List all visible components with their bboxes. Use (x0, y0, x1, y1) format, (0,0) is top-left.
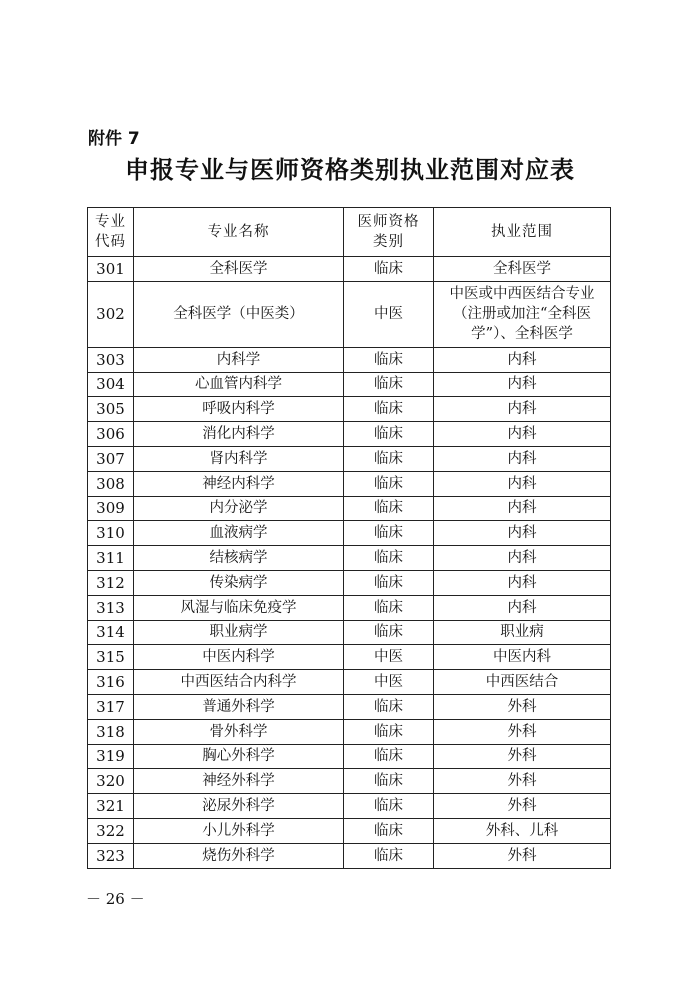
cell-name: 内分泌学 (134, 496, 344, 521)
cell-code: 311 (88, 546, 134, 571)
cell-qualification: 中医 (344, 645, 434, 670)
cell-code: 315 (88, 645, 134, 670)
table-row (88, 570, 611, 595)
cell-qualification: 临床 (344, 471, 434, 496)
cell-code: 322 (88, 818, 134, 843)
table-row (88, 818, 611, 843)
cell-name: 骨外科学 (134, 719, 344, 744)
table-row (88, 397, 611, 422)
table-row (88, 521, 611, 546)
header-name: 专业名称 (134, 208, 344, 257)
cell-scope: 内科 (434, 347, 611, 372)
cell-qualification: 临床 (344, 546, 434, 571)
page-number: － 26 － (86, 890, 145, 908)
table-row (88, 347, 611, 372)
cell-name: 小儿外科学 (134, 818, 344, 843)
cell-scope: 中医内科 (434, 645, 611, 670)
cell-qualification: 临床 (344, 397, 434, 422)
cell-name: 烧伤外科学 (134, 843, 344, 868)
cell-code: 304 (88, 372, 134, 397)
table-row (88, 843, 611, 868)
cell-scope-line: （注册或加注“全科医 (453, 306, 591, 323)
cell-scope (434, 281, 611, 347)
table-row (88, 694, 611, 719)
cell-scope: 内科 (434, 595, 611, 620)
table-row (88, 422, 611, 447)
cell-name: 普通外科学 (134, 694, 344, 719)
cell-name: 传染病学 (134, 570, 344, 595)
table-row (88, 372, 611, 397)
table-row (88, 794, 611, 819)
cell-scope: 职业病 (434, 620, 611, 645)
cell-code: 319 (88, 744, 134, 769)
cell-qualification: 临床 (344, 818, 434, 843)
cell-name: 职业病学 (134, 620, 344, 645)
table-row (88, 769, 611, 794)
cell-name: 中医内科学 (134, 645, 344, 670)
cell-qualification: 中医 (344, 281, 434, 347)
cell-scope: 内科 (434, 446, 611, 471)
table-row (88, 281, 611, 347)
cell-scope: 外科、儿科 (434, 818, 611, 843)
cell-name: 中西医结合内科学 (134, 670, 344, 695)
cell-name: 神经内科学 (134, 471, 344, 496)
cell-scope: 内科 (434, 471, 611, 496)
cell-qualification: 临床 (344, 422, 434, 447)
table-row (88, 744, 611, 769)
cell-qualification: 临床 (344, 257, 434, 282)
table-row (88, 719, 611, 744)
cell-qualification: 临床 (344, 372, 434, 397)
header-qual-line1: 医师资格 (357, 214, 420, 230)
cell-qualification: 临床 (344, 694, 434, 719)
header-qual-line2: 类别 (373, 234, 404, 250)
table-row (88, 496, 611, 521)
table-header-row (88, 208, 611, 257)
cell-scope: 内科 (434, 521, 611, 546)
cell-scope: 内科 (434, 372, 611, 397)
header-code-line2: 代码 (95, 234, 126, 250)
cell-qualification: 中医 (344, 670, 434, 695)
cell-scope: 外科 (434, 769, 611, 794)
cell-qualification: 临床 (344, 744, 434, 769)
specialty-table (87, 207, 611, 869)
cell-qualification: 临床 (344, 570, 434, 595)
cell-scope-line: 中医或中西医结合专业 (449, 286, 595, 303)
cell-scope: 外科 (434, 694, 611, 719)
table-row (88, 595, 611, 620)
cell-name: 呼吸内科学 (134, 397, 344, 422)
table-row (88, 645, 611, 670)
cell-name: 胸心外科学 (134, 744, 344, 769)
cell-code: 302 (88, 281, 134, 347)
table-row (88, 670, 611, 695)
cell-scope: 全科医学 (434, 257, 611, 282)
cell-name: 全科医学（中医类） (134, 281, 344, 347)
cell-code: 305 (88, 397, 134, 422)
cell-code: 308 (88, 471, 134, 496)
header-scope: 执业范围 (434, 208, 611, 257)
cell-code: 314 (88, 620, 134, 645)
table-body (88, 257, 611, 869)
cell-code: 316 (88, 670, 134, 695)
cell-qualification: 临床 (344, 347, 434, 372)
cell-qualification: 临床 (344, 620, 434, 645)
cell-code: 312 (88, 570, 134, 595)
table-row (88, 446, 611, 471)
cell-qualification: 临床 (344, 496, 434, 521)
cell-name: 血液病学 (134, 521, 344, 546)
cell-name: 风湿与临床免疫学 (134, 595, 344, 620)
table-row (88, 546, 611, 571)
cell-scope: 外科 (434, 843, 611, 868)
header-code (88, 208, 134, 257)
cell-name: 泌尿外科学 (134, 794, 344, 819)
cell-scope: 中西医结合 (434, 670, 611, 695)
table-row (88, 257, 611, 282)
cell-scope: 外科 (434, 744, 611, 769)
cell-code: 320 (88, 769, 134, 794)
cell-name: 全科医学 (134, 257, 344, 282)
cell-qualification: 临床 (344, 446, 434, 471)
cell-name: 肾内科学 (134, 446, 344, 471)
cell-qualification: 临床 (344, 769, 434, 794)
header-qualification (344, 208, 434, 257)
page-title: 申报专业与医师资格类别执业范围对应表 (125, 156, 575, 184)
cell-qualification: 临床 (344, 794, 434, 819)
cell-scope: 内科 (434, 546, 611, 571)
cell-code: 317 (88, 694, 134, 719)
header-code-line1: 专业 (95, 214, 126, 230)
cell-name: 内科学 (134, 347, 344, 372)
attachment-label: 附件 7 (88, 129, 140, 149)
cell-qualification: 临床 (344, 595, 434, 620)
cell-scope: 外科 (434, 719, 611, 744)
cell-name: 消化内科学 (134, 422, 344, 447)
cell-qualification: 临床 (344, 843, 434, 868)
cell-qualification: 临床 (344, 719, 434, 744)
cell-scope: 内科 (434, 496, 611, 521)
cell-code: 309 (88, 496, 134, 521)
cell-qualification: 临床 (344, 521, 434, 546)
cell-code: 301 (88, 257, 134, 282)
cell-name: 结核病学 (134, 546, 344, 571)
table-row (88, 471, 611, 496)
cell-name: 神经外科学 (134, 769, 344, 794)
cell-code: 307 (88, 446, 134, 471)
cell-code: 313 (88, 595, 134, 620)
cell-name: 心血管内科学 (134, 372, 344, 397)
cell-scope: 内科 (434, 570, 611, 595)
cell-code: 310 (88, 521, 134, 546)
cell-code: 303 (88, 347, 134, 372)
cell-scope: 内科 (434, 397, 611, 422)
cell-code: 306 (88, 422, 134, 447)
cell-code: 323 (88, 843, 134, 868)
table-row (88, 620, 611, 645)
cell-code: 318 (88, 719, 134, 744)
cell-scope: 内科 (434, 422, 611, 447)
cell-scope-line: 学”）、全科医学 (471, 326, 573, 343)
cell-scope: 外科 (434, 794, 611, 819)
cell-code: 321 (88, 794, 134, 819)
